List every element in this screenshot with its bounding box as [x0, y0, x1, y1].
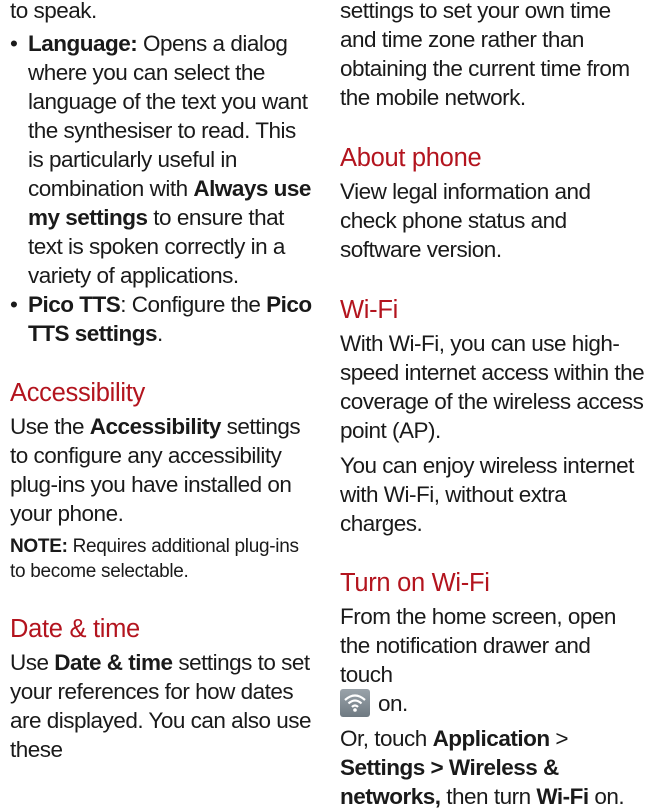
text: settings to configure any accessibility plug-ins you have installed on your phone.	[10, 414, 301, 526]
bullet: •	[10, 31, 18, 56]
date-time-paragraph	[10, 648, 315, 764]
heading-wifi: Wi-Fi	[340, 296, 398, 324]
text: >	[549, 726, 568, 751]
language-desc-end: to ensure that text is spoken correctly in a variety of applications.	[28, 205, 285, 288]
wifi-icon	[340, 689, 370, 717]
bullet: •	[10, 292, 18, 317]
wifi-paragraph-1: With Wi-Fi, you can use high-speed internet access within the coverage of the wireless access point (AP).	[340, 331, 645, 443]
pico-tts-desc: : Configure the	[120, 292, 267, 317]
wifi-paragraph-2: You can enjoy wireless internet with Wi-Fi, without extra charges.	[340, 453, 634, 536]
note-paragraph	[10, 534, 315, 584]
settings-path-term: Settings > Wireless & networks,	[340, 755, 559, 809]
top-fragment-left: to speak.	[10, 0, 97, 23]
turn-on-paragraph-2	[340, 724, 646, 811]
list-item-language	[10, 29, 315, 290]
text: From the home screen, open the notification drawer and touch	[340, 604, 616, 687]
left-column	[10, 0, 315, 764]
heading-turn-on-wifi: Turn on Wi-Fi	[340, 569, 490, 597]
note-label: NOTE:	[10, 536, 68, 557]
language-term: Language:	[28, 31, 138, 56]
language-desc: Opens a dialog where you can select the language of the text you want the synthesiser to read. This is particularly useful in combination with	[28, 31, 308, 201]
note-text: Requires additional plug-ins to become selectable.	[10, 536, 299, 582]
accessibility-paragraph	[10, 412, 315, 528]
right-column	[340, 0, 646, 811]
top-fragment-right: settings to set your own time and time zone rather than obtaining the current time from the mobile network.	[340, 0, 630, 110]
text: settings to set your references for how dates are displayed. You can also use these	[10, 650, 311, 762]
heading-accessibility: Accessibility	[10, 379, 145, 407]
pico-tts-end: .	[157, 321, 163, 346]
wifi-term: Wi-Fi	[536, 784, 589, 809]
pico-tts-term: Pico TTS	[28, 292, 121, 317]
text: on.	[378, 691, 408, 716]
pico-tts-settings-term: Pico TTS settings	[28, 292, 312, 346]
accessibility-term: Accessibility	[89, 414, 221, 439]
text: Use	[10, 650, 55, 675]
date-time-term: Date & time	[54, 650, 173, 675]
list-item-pico-tts	[10, 290, 315, 348]
tts-options-list	[10, 29, 315, 348]
text: on.	[588, 784, 625, 809]
about-phone-paragraph: View legal information and check phone status and software version.	[340, 179, 591, 262]
heading-date-time: Date & time	[10, 615, 140, 643]
text: Use the	[10, 414, 90, 439]
text: Or, touch	[340, 726, 433, 751]
always-use-my-settings-term: Always use my settings	[28, 176, 311, 230]
turn-on-paragraph-1	[340, 602, 646, 718]
application-term: Application	[432, 726, 550, 751]
text: then turn	[440, 784, 537, 809]
heading-about-phone: About phone	[340, 144, 482, 172]
